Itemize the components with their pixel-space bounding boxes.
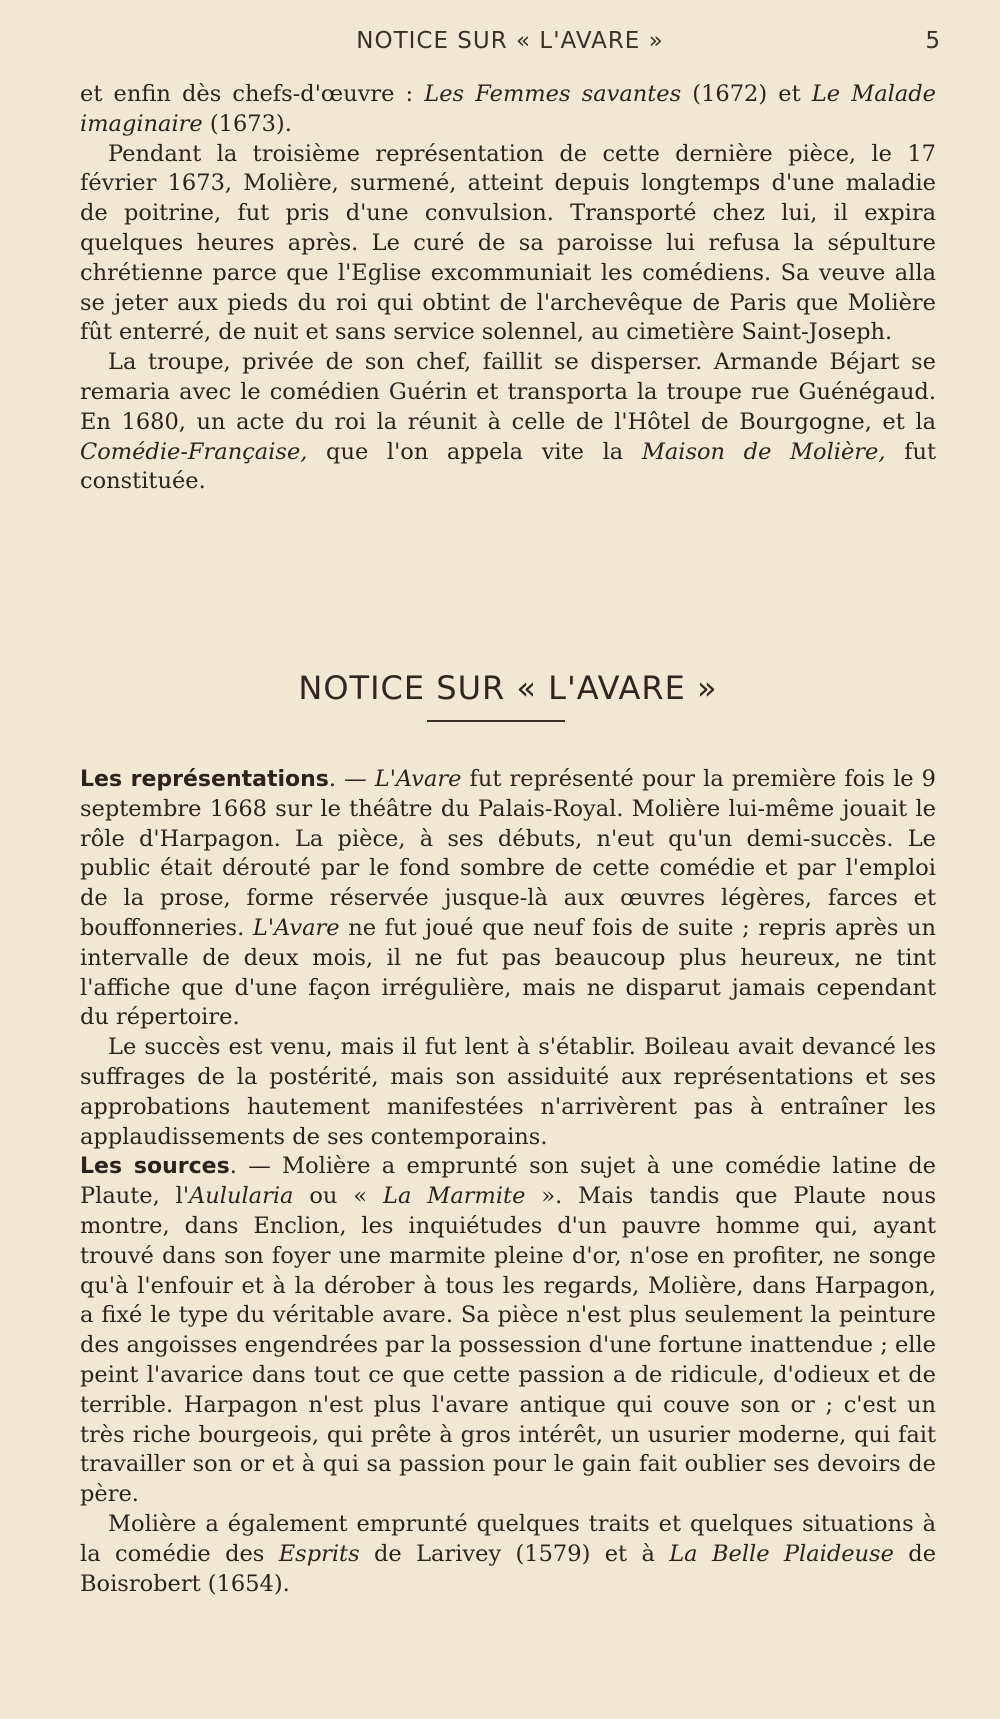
run-in-heading-representations: Les représentations: [80, 767, 329, 792]
notice-text: [80, 765, 936, 1599]
run-in-heading-sources: Les sources: [80, 1154, 230, 1180]
paragraph-masterpieces: et enfin dès chefs-d'œuvre : Les Femmes savantes (1672) et Le Malade imaginaire (1673).: [80, 81, 936, 137]
page-number: 5: [925, 28, 940, 54]
running-title: NOTICE SUR « L'AVARE »: [356, 28, 664, 54]
paragraph-success: Le succès est venu, mais il fut lent à s'établir. Boileau avait devancé les suffrages de la postérité, mais son assiduité aux représentations et ses approbations hautement manifestées n'arrivèrent pas à entraîner les applaudissements de ses contemporains.: [80, 1034, 936, 1150]
preceding-text: [80, 80, 936, 497]
paragraph-other-borrowings: Molière a également emprunté quelques traits et quelques situations à la comédie des Esprits de Larivey (1579) et à La Belle Plaideuse de Boisrobert (1654).: [80, 1510, 937, 1597]
paragraph-troupe: La troupe, privée de son chef, faillit se disperser. Armande Béjart se remaria avec le comédien Guérin et transporta la troupe rue Guénégaud. En 1680, un acte du roi la réunit à celle de l'Hôtel de Bourgogne, et la Comédie-Française, que l'on appela vite la Maison de Molière, fut constituée.: [80, 349, 937, 495]
section-title: NOTICE SUR « L'AVARE »: [298, 668, 718, 707]
paragraph-sources: Les sources. — Molière a emprunté son sujet à une comédie latine de Plaute, l'Aulularia ou « La Marmite ». Mais tandis que Plaute nous montre, dans Enclion, les inquiétudes d'un pauvre homme qui, ayant trouvé dans son foyer une marmite pleine d'or, n'ose en profiter, ne songe qu'à l'enfouir et à la dérober à tous les regards, Molière, dans Harpagon, a fixé le type du véritable avare. Sa pièce n'est plus seulement la peinture des angoisses engendrées par la possession d'une fortune inattendue ; elle peint l'avarice dans tout ce que cette passion a de ridicule, d'odieux et de terrible. Harpagon n'est plus l'avare antique qui couve son or ; c'est un très riche bourgeois, qui prête à gros intérêt, un usurier moderne, qui fait travailler son or et à qui sa passion pour le gain fait oublier ses devoirs de père.: [80, 1153, 936, 1508]
running-head: [80, 28, 940, 62]
title-divider: [427, 720, 565, 722]
paragraph-representations: Les représentations. — L'Avare fut représenté pour la première fois le 9 septembre 1668 sur le théâtre du Palais-Royal. Molière lui-même jouait le rôle d'Harpagon. La pièce, à ses débuts, n'eut qu'un demi-succès. Le public était dérouté par le fond sombre de cette comédie et par l'emploi de la prose, forme réservée jusque-là aux œuvres légères, farces et bouffonneries. L'Avare ne fut joué que neuf fois de suite ; repris après un intervalle de deux mois, il ne fut pas beaucoup plus heureux, ne tint l'affiche que d'une façon irrégulière, mais ne disparut jamais cependant du répertoire.: [80, 766, 936, 1031]
paragraph-death: Pendant la troisième représentation de cette dernière pièce, le 17 février 1673, Molière, surmené, atteint depuis longtemps d'une maladie de poitrine, fut pris d'une convulsion. Transporté chez lui, il expira quelques heures après. Le curé de sa paroisse lui refusa la sépulture chrétienne parce que l'Eglise excommuniait les comédiens. Sa veuve alla se jeter aux pieds du roi qui obtint de l'archevêque de Paris que Molière fût enterré, de nuit et sans service solennel, au cimetière Saint-Joseph.: [80, 140, 936, 346]
